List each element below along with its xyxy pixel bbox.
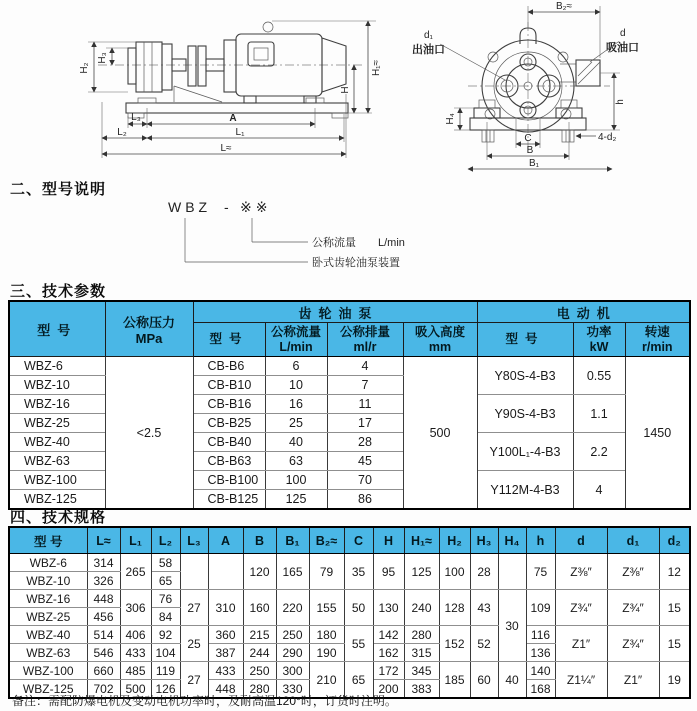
group-motor: 电动机	[477, 301, 690, 323]
cell-h: 130	[373, 590, 404, 626]
cell-b: 160	[243, 590, 276, 626]
cell-power: 0.55	[573, 357, 625, 395]
cell-d1: Z1″	[607, 662, 659, 699]
cell-flow: 16	[265, 395, 327, 414]
cell-flow: 125	[265, 490, 327, 510]
cell-model: WBZ-100	[9, 662, 87, 680]
model-stars: ※※	[240, 199, 272, 215]
cell-b: 280	[243, 680, 276, 699]
cell-flow: 100	[265, 471, 327, 490]
cell-l1: 433	[120, 644, 151, 662]
cell-disp: 17	[327, 414, 403, 433]
cell-model: WBZ-125	[9, 680, 87, 699]
dim-label-h: H	[340, 86, 351, 94]
cell-c: 35	[344, 554, 373, 590]
col-b2: B₂≈	[309, 527, 344, 554]
cell-l1: 306	[120, 590, 151, 626]
cell-a: 360	[208, 626, 243, 644]
model-dash: -	[224, 199, 233, 215]
cell-a: 310	[208, 590, 243, 626]
col-d2: d₂	[659, 527, 690, 554]
col-h2: H₂	[439, 527, 470, 554]
cell-model: WBZ-16	[9, 590, 87, 608]
cell-b1: 250	[276, 626, 309, 644]
dim-label-h1: H₁≈	[371, 59, 382, 77]
cell-l: 702	[87, 680, 120, 699]
port-label-d1: d₁	[424, 30, 433, 41]
cell-b: 120	[243, 554, 276, 590]
col-pump-model: 型号	[193, 323, 265, 357]
cell-disp: 28	[327, 433, 403, 452]
cell-model: WBZ-25	[9, 608, 87, 626]
cell-h: 162	[373, 644, 404, 662]
cell-l1: 500	[120, 680, 151, 699]
cell-l2: 126	[151, 680, 180, 699]
col-h: H	[373, 527, 404, 554]
cell-l2: 65	[151, 572, 180, 590]
cell-h: 142	[373, 626, 404, 644]
cell-disp: 11	[327, 395, 403, 414]
cell-h3: 28	[470, 554, 498, 590]
cell-h2: 128	[439, 590, 470, 626]
cell-hsmall: 140	[526, 662, 555, 680]
dim-label-b2: B₂≈	[555, 1, 573, 12]
front-view-drawing	[410, 0, 692, 175]
cell-hsmall: 75	[526, 554, 555, 590]
cell-d2: 15	[659, 626, 690, 662]
cell-model: WBZ-63	[9, 452, 105, 471]
table-row	[9, 554, 690, 572]
cell-b: 250	[243, 662, 276, 680]
cell-motor: Y80S-4-B3	[477, 357, 573, 395]
cell-l: 326	[87, 572, 120, 590]
cell-l2: 76	[151, 590, 180, 608]
col-d1: d₁	[607, 527, 659, 554]
col-suction: 吸入高度 mm	[403, 323, 477, 357]
cell-l: 314	[87, 554, 120, 572]
cell-h: 172	[373, 662, 404, 680]
col-l: L≈	[87, 527, 120, 554]
type-callout-label: 卧式齿轮油泵装置	[312, 257, 400, 269]
dim-label-b1: B₁	[528, 158, 540, 169]
dim-label-h3: H₃	[97, 52, 108, 64]
cell-h1: 315	[404, 644, 439, 662]
dim-label-b: B	[526, 145, 534, 156]
cell-d: Z1¼″	[555, 662, 607, 699]
flow-callout-unit: L/min	[378, 237, 405, 249]
col-flow: 公称流量 L/min	[265, 323, 327, 357]
dim-label-l: L≈	[220, 143, 232, 154]
col-power: 功率 kW	[573, 323, 625, 357]
cell-flow: 63	[265, 452, 327, 471]
cell-hsmall: 109	[526, 590, 555, 626]
cell-b2: 79	[309, 554, 344, 590]
cell-b2: 180	[309, 626, 344, 644]
cell-h1: 125	[404, 554, 439, 590]
cell-l2: 84	[151, 608, 180, 626]
cell-model: WBZ-10	[9, 572, 87, 590]
cell-l3: 27	[180, 590, 208, 626]
cell-h: 95	[373, 554, 404, 590]
cell-h2: 152	[439, 626, 470, 662]
cell-h4: 30	[498, 590, 526, 662]
cell-model: WBZ-10	[9, 376, 105, 395]
cell-b1: 165	[276, 554, 309, 590]
cell-d1: Z⅜″	[607, 554, 659, 590]
dim-label-l2: L₂	[117, 127, 127, 138]
cell-b1: 290	[276, 644, 309, 662]
cell-a: 387	[208, 644, 243, 662]
cell-flow: 25	[265, 414, 327, 433]
cell-h: 200	[373, 680, 404, 699]
cell-disp: 86	[327, 490, 403, 510]
cell-b: 215	[243, 626, 276, 644]
cell-l: 514	[87, 626, 120, 644]
dim-label-4d2: 4-d₂	[598, 132, 617, 143]
dim-label-l3: L₃	[131, 112, 141, 123]
col-l1: L₁	[120, 527, 151, 554]
cell-power: 2.2	[573, 433, 625, 471]
cell-l1: 265	[120, 554, 151, 590]
cell-d1: Z¾″	[607, 626, 659, 662]
cell-power: 4	[573, 471, 625, 510]
dim-label-l1: L₁	[235, 127, 245, 138]
cell-pump: CB-B100	[193, 471, 265, 490]
table-row	[9, 626, 690, 644]
specs-table	[8, 526, 691, 699]
params-table	[8, 300, 691, 510]
cell-pump: CB-B6	[193, 357, 265, 376]
col-d: d	[555, 527, 607, 554]
cell-l2: 92	[151, 626, 180, 644]
cell-h3: 60	[470, 662, 498, 699]
flow-callout-label: 公称流量	[312, 237, 356, 249]
cell-disp: 4	[327, 357, 403, 376]
col-model: 型 号	[9, 527, 87, 554]
cell-pressure: <2.5	[105, 357, 193, 510]
cell-c: 55	[344, 626, 373, 662]
cell-a: 433	[208, 662, 243, 680]
dim-label-h4: H₄	[445, 113, 456, 125]
cell-flow: 6	[265, 357, 327, 376]
cell-l2: 104	[151, 644, 180, 662]
cell-l: 660	[87, 662, 120, 680]
cell-model: WBZ-40	[9, 626, 87, 644]
model-code-diagram	[140, 192, 560, 282]
cell-l2: 119	[151, 662, 180, 680]
cell-l: 546	[87, 644, 120, 662]
cell-empty	[498, 554, 526, 590]
cell-model: WBZ-16	[9, 395, 105, 414]
cell-h3: 52	[470, 626, 498, 662]
cell-model: WBZ-63	[9, 644, 87, 662]
cell-hsmall: 136	[526, 644, 555, 662]
cell-suction: 500	[403, 357, 477, 510]
cell-pump: CB-B16	[193, 395, 265, 414]
cell-pump: CB-B40	[193, 433, 265, 452]
cell-b1: 300	[276, 662, 309, 680]
col-a: A	[208, 527, 243, 554]
cell-b2: 190	[309, 644, 344, 662]
cell-l2: 58	[151, 554, 180, 572]
table-row	[9, 662, 690, 680]
cell-c: 50	[344, 590, 373, 626]
col-b1: B₁	[276, 527, 309, 554]
col-h1: H₁≈	[404, 527, 439, 554]
cell-empty	[208, 554, 243, 590]
section-heading-specs: 四、技术规格	[10, 509, 107, 526]
cell-b2: 155	[309, 590, 344, 626]
cell-pump: CB-B10	[193, 376, 265, 395]
cell-power: 1.1	[573, 395, 625, 433]
col-h4: H₄	[498, 527, 526, 554]
cell-d: Z¾″	[555, 590, 607, 626]
cell-h1: 345	[404, 662, 439, 680]
cell-motor: Y112M-4-B3	[477, 471, 573, 510]
col-model: 型号	[9, 301, 105, 357]
col-displacement: 公称排量 ml/r	[327, 323, 403, 357]
cell-hsmall: 116	[526, 626, 555, 644]
col-motor-model: 型号	[477, 323, 573, 357]
col-speed: 转速 r/min	[625, 323, 690, 357]
col-c: C	[344, 527, 373, 554]
cell-l3: 27	[180, 662, 208, 699]
cell-a: 448	[208, 680, 243, 699]
cell-b1: 330	[276, 680, 309, 699]
section-heading-model: 二、型号说明	[10, 181, 107, 198]
side-view-drawing	[10, 2, 385, 172]
cell-h3: 43	[470, 590, 498, 626]
cell-speed: 1450	[625, 357, 690, 510]
port-label-inlet: 吸油口	[606, 42, 639, 54]
section-heading-params: 三、技术参数	[10, 283, 107, 300]
cell-c: 65	[344, 662, 373, 699]
port-label-outlet: 出油口	[412, 44, 445, 56]
cell-model: WBZ-6	[9, 554, 87, 572]
cell-b2: 210	[309, 662, 344, 699]
cell-pump: CB-B25	[193, 414, 265, 433]
cell-d1: Z¾″	[607, 590, 659, 626]
cell-model: WBZ-125	[9, 490, 105, 510]
cell-model: WBZ-25	[9, 414, 105, 433]
col-b: B	[243, 527, 276, 554]
cell-h4: 40	[498, 662, 526, 699]
col-h3: H₃	[470, 527, 498, 554]
col-l3: L₃	[180, 527, 208, 554]
cell-disp: 45	[327, 452, 403, 471]
col-l2: L₂	[151, 527, 180, 554]
cell-b: 244	[243, 644, 276, 662]
cell-model: WBZ-6	[9, 357, 105, 376]
col-hsmall: h	[526, 527, 555, 554]
cell-disp: 70	[327, 471, 403, 490]
cell-d2: 12	[659, 554, 690, 590]
cell-l: 448	[87, 590, 120, 608]
cell-flow: 40	[265, 433, 327, 452]
cell-h1: 383	[404, 680, 439, 699]
cell-l: 456	[87, 608, 120, 626]
cell-b1: 220	[276, 590, 309, 626]
model-code: WBZ	[168, 199, 212, 215]
cell-disp: 7	[327, 376, 403, 395]
table-row	[9, 357, 690, 376]
cell-l1: 485	[120, 662, 151, 680]
port-label-d: d	[620, 28, 626, 39]
table-row	[9, 590, 690, 608]
cell-l1: 406	[120, 626, 151, 644]
cell-pump: CB-B125	[193, 490, 265, 510]
cell-motor: Y100L₁-4-B3	[477, 433, 573, 471]
cell-empty	[180, 554, 208, 590]
col-pressure: 公称压力 MPa	[105, 301, 193, 357]
cell-pump: CB-B63	[193, 452, 265, 471]
cell-d2: 19	[659, 662, 690, 699]
dim-label-c: C	[524, 133, 532, 144]
cell-h1: 240	[404, 590, 439, 626]
cell-model: WBZ-40	[9, 433, 105, 452]
cell-flow: 10	[265, 376, 327, 395]
cell-model: WBZ-100	[9, 471, 105, 490]
cell-l3: 25	[180, 626, 208, 662]
cell-h2: 185	[439, 662, 470, 699]
dim-label-a: A	[229, 113, 237, 124]
group-pump: 齿轮油泵	[193, 301, 477, 323]
cell-d: Z1″	[555, 626, 607, 662]
cell-motor: Y90S-4-B3	[477, 395, 573, 433]
footnote: 备注：需配防爆电机及变动电机功率时，及耐高温120°时，订货时注明。	[12, 694, 397, 708]
cell-h1: 280	[404, 626, 439, 644]
cell-d2: 15	[659, 590, 690, 626]
dim-label-h-front: h	[615, 99, 626, 105]
cell-h2: 100	[439, 554, 470, 590]
dim-label-h2: H₂	[79, 62, 90, 74]
cell-hsmall: 168	[526, 680, 555, 699]
cell-d: Z⅜″	[555, 554, 607, 590]
